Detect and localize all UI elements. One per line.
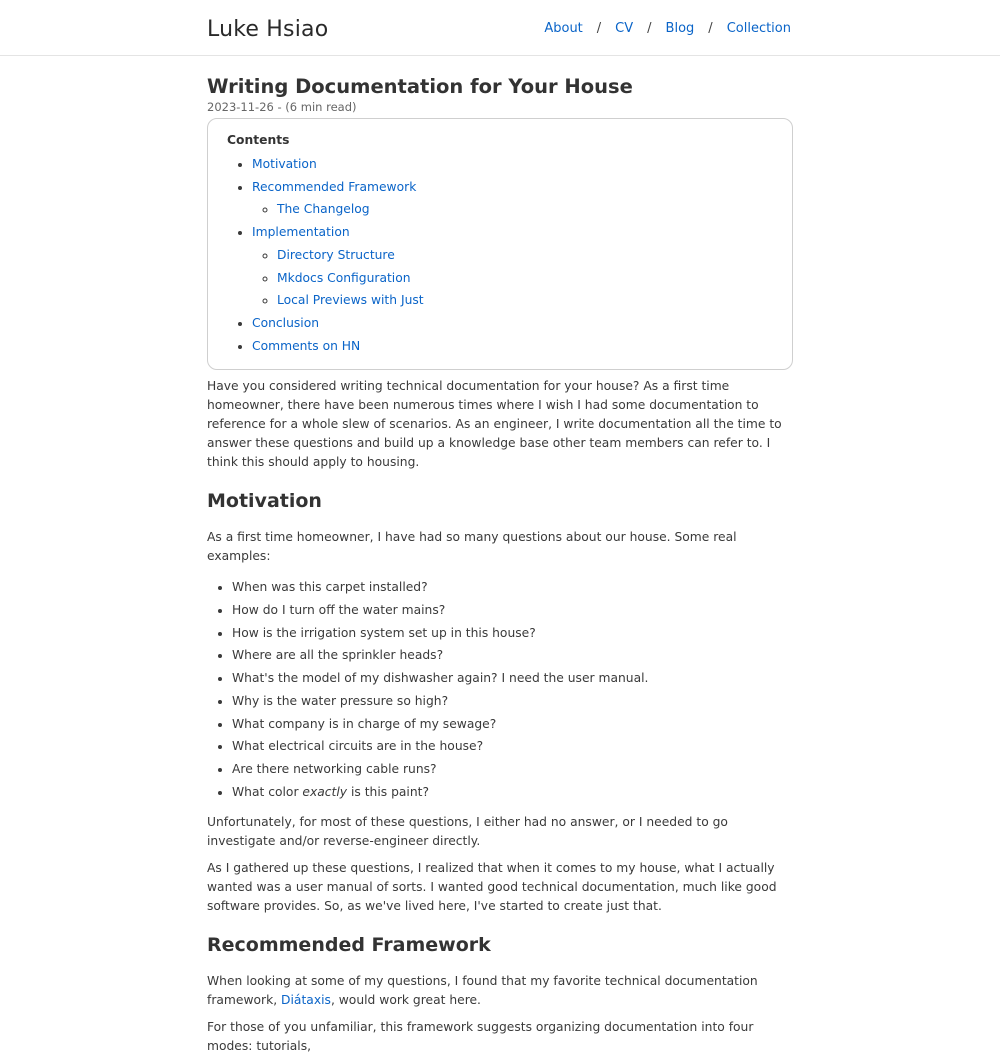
toc-link-mkdocs-configuration[interactable]: Mkdocs Configuration [277, 270, 411, 285]
toc-item [252, 221, 773, 312]
framework-text: When looking at some of my questions, I found that my favorite technical documentation framework, [207, 974, 758, 1008]
toc-item [252, 153, 773, 176]
question-text: What color [232, 784, 303, 799]
article [207, 55, 793, 1056]
list-item: • Why is the water pressure so high? [232, 690, 793, 713]
toc-link-comments-on-hn[interactable]: Comments on HN [252, 338, 361, 353]
post-meta: 2023-11-26 - (6 min read) [207, 100, 357, 114]
toc-link-implementation[interactable]: Implementation [252, 225, 350, 240]
question-text: is this paint? [347, 784, 429, 799]
toc-item [252, 335, 773, 358]
toc-subitem [277, 244, 773, 267]
diataxis-link[interactable]: Diátaxis [281, 993, 331, 1008]
list-item: • What electrical circuits are in the house? [232, 735, 793, 758]
heading-recommended-framework: Recommended Framework [207, 934, 491, 957]
toc-subitem [277, 289, 773, 312]
toc-subitem [277, 267, 773, 290]
list-item: • How is the irrigation system set up in this house? [232, 622, 793, 645]
site-header [0, 0, 1000, 56]
post-title: Writing Documentation for Your House [207, 75, 633, 98]
nav-cv-link[interactable]: CV [615, 21, 634, 36]
emphasis-text: exactly [302, 784, 348, 799]
heading-motivation: Motivation [207, 490, 322, 513]
toc-link-local-previews[interactable]: Local Previews with Just [277, 293, 424, 308]
paragraph-framework [207, 972, 793, 1010]
toc-link-the-changelog[interactable]: The Changelog [277, 202, 370, 217]
nav-about-link[interactable]: About [544, 21, 583, 36]
list-item: • Where are all the sprinkler heads? [232, 644, 793, 667]
list-item: • What's the model of my dishwasher again? I need the user manual. [232, 667, 793, 690]
toc-subitem [277, 198, 773, 221]
toc-sublist [252, 198, 773, 221]
intro-paragraph: Have you considered writing technical documentation for your house? As a first time homeowner, there have been numerous times where I wish I had some documentation to reference for a whole slew of scenarios. As an engineer, I write documentation all the time to answer these questions and build up a knowledge base other team members can refer to. I think this should apply to housing. [207, 379, 782, 470]
toc-sublist [252, 244, 773, 312]
list-item: • How do I turn off the water mains? [232, 599, 793, 622]
toc-link-conclusion[interactable]: Conclusion [252, 315, 320, 330]
toc-item [252, 312, 773, 335]
toc-link-directory-structure[interactable]: Directory Structure [277, 247, 395, 262]
paragraph-unfortunately: Unfortunately, for most of these questions, I either had no answer, or I needed to go investigate and/or reverse-engineer directly. [207, 815, 728, 849]
paragraph-framework-modes: For those of you unfamiliar, this framework suggests organizing documentation into four modes: tutorials, [207, 1020, 754, 1054]
list-item [232, 781, 793, 804]
top-nav [544, 21, 791, 36]
nav-collection-link[interactable]: Collection [726, 21, 791, 36]
nav-blog-link[interactable]: Blog [665, 21, 695, 36]
motivation-lead: As a first time homeowner, I have had so many questions about our house. Some real examples: [207, 530, 737, 564]
toc-link-motivation[interactable]: Motivation [252, 157, 317, 171]
paragraph-gathered: As I gathered up these questions, I realized that when it comes to my house, what I actually wanted was a user manual of sorts. I wanted good technical documentation, much like good software provides. So, as we've lived here, I've started to create just that. [207, 861, 777, 914]
nav-separator: / [596, 21, 602, 36]
nav-separator: / [708, 21, 713, 36]
toc-item [252, 176, 773, 221]
table-of-contents [207, 118, 793, 370]
site-title-link[interactable]: Luke Hsiao [207, 17, 329, 42]
framework-text: , would work great here. [330, 993, 481, 1008]
nav-separator: / [647, 21, 652, 36]
list-item: • When was this carpet installed? [232, 576, 793, 599]
list-item: • Are there networking cable runs? [232, 758, 793, 781]
toc-link-recommended-framework[interactable]: Recommended Framework [252, 179, 417, 194]
toc-list [227, 153, 773, 357]
toc-heading: Contents [227, 133, 290, 147]
questions-list [207, 576, 793, 803]
list-item: • What company is in charge of my sewage? [232, 713, 793, 736]
